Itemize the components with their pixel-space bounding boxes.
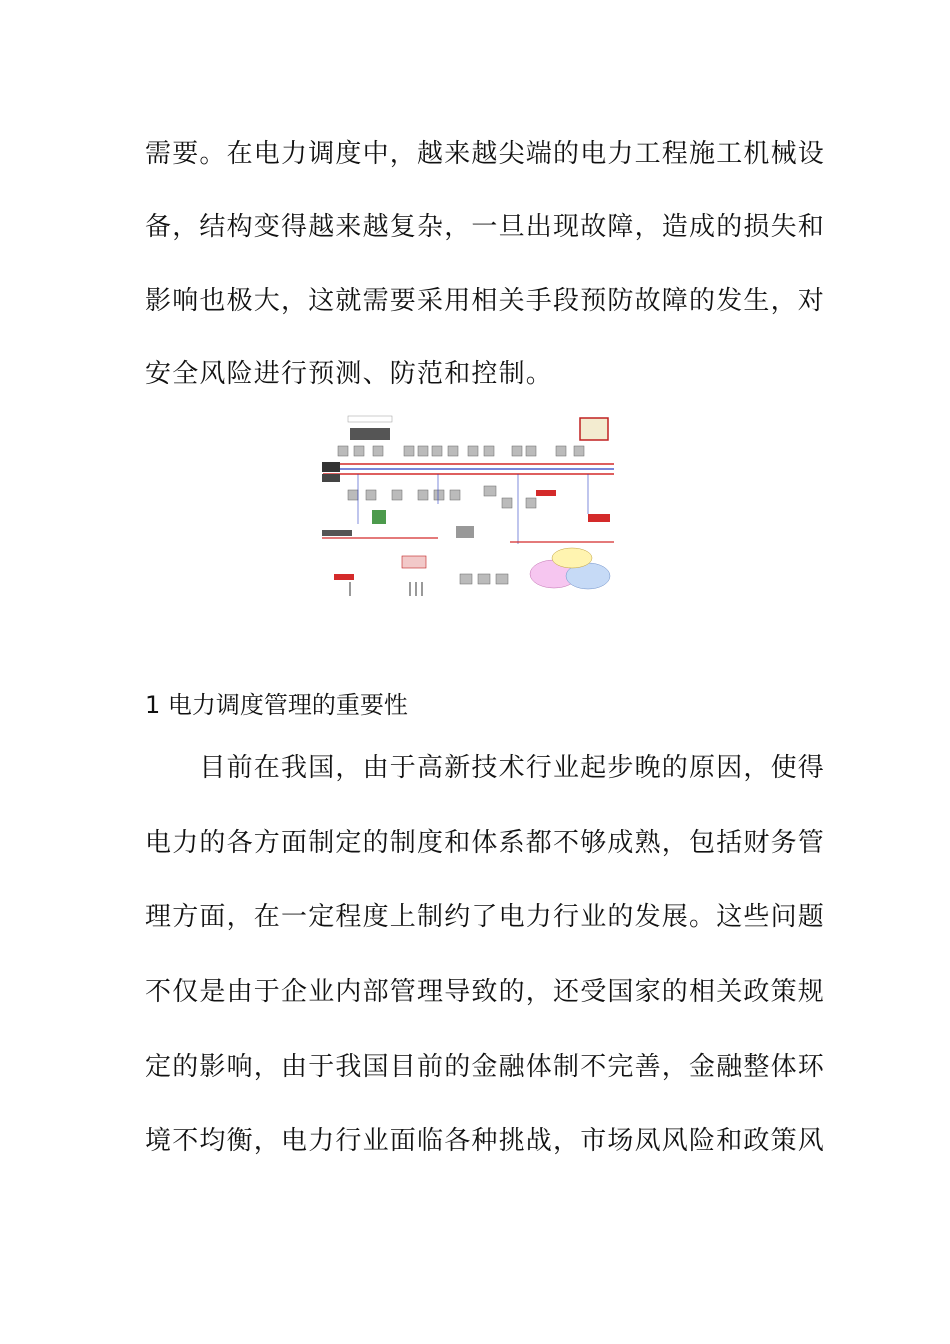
server-left-2 xyxy=(322,474,340,482)
workstation-row-top xyxy=(338,446,584,456)
router-right-2 xyxy=(588,514,610,522)
paragraph2-line-6: 境不均衡，电力行业面临各种挑战，市场凤风险和政策风 xyxy=(145,1126,826,1156)
router-left xyxy=(334,574,354,580)
network-topology-diagram xyxy=(318,414,618,604)
router-mid xyxy=(402,556,426,568)
top-cabinet-label-box xyxy=(348,416,392,422)
paragraph2-line-2: 电力的各方面制定的制度和体系都不够成熟，包括财务管 xyxy=(145,828,826,858)
input-arrows xyxy=(350,582,422,596)
workstation-row-bottom xyxy=(460,574,508,584)
paragraph1-line-4: 安全风险进行预测、防范和控制。 xyxy=(145,359,554,389)
paragraph2-line-1: 目前在我国，由于高新技术行业起步晚的原因，使得 xyxy=(145,753,826,783)
top-cabinet xyxy=(350,428,390,440)
paragraph2-line-5: 定的影响，由于我国目前的金融体制不完善，金融整体环 xyxy=(145,1052,826,1082)
paragraph2-line-4: 不仅是由于企业内部管理导致的，还受国家的相关政策规 xyxy=(145,977,826,1007)
workstation-row-middle xyxy=(348,486,536,508)
paragraph2-line-3: 理方面，在一定程度上制约了电力行业的发展。这些问题 xyxy=(145,902,826,932)
paragraph1-line-2: 备，结构变得越来越复杂，一旦出现故障，造成的损失和 xyxy=(145,212,826,242)
switch-left xyxy=(322,530,352,536)
paragraph1-line-1: 需要。在电力调度中，越来越尖端的电力工程施工机械设 xyxy=(145,139,826,169)
control-board xyxy=(372,510,386,524)
paragraph1-line-3: 影响也极大，这就需要采用相关手段预防故障的发生，对 xyxy=(145,286,826,316)
router-right-1 xyxy=(536,490,556,496)
cloud-network-3 xyxy=(552,548,592,568)
network-diagram-svg xyxy=(318,414,618,604)
section-heading: 1 电力调度管理的重要性 xyxy=(145,691,408,719)
printer xyxy=(456,526,474,538)
server-left-1 xyxy=(322,462,340,472)
large-screen-display xyxy=(580,418,608,440)
